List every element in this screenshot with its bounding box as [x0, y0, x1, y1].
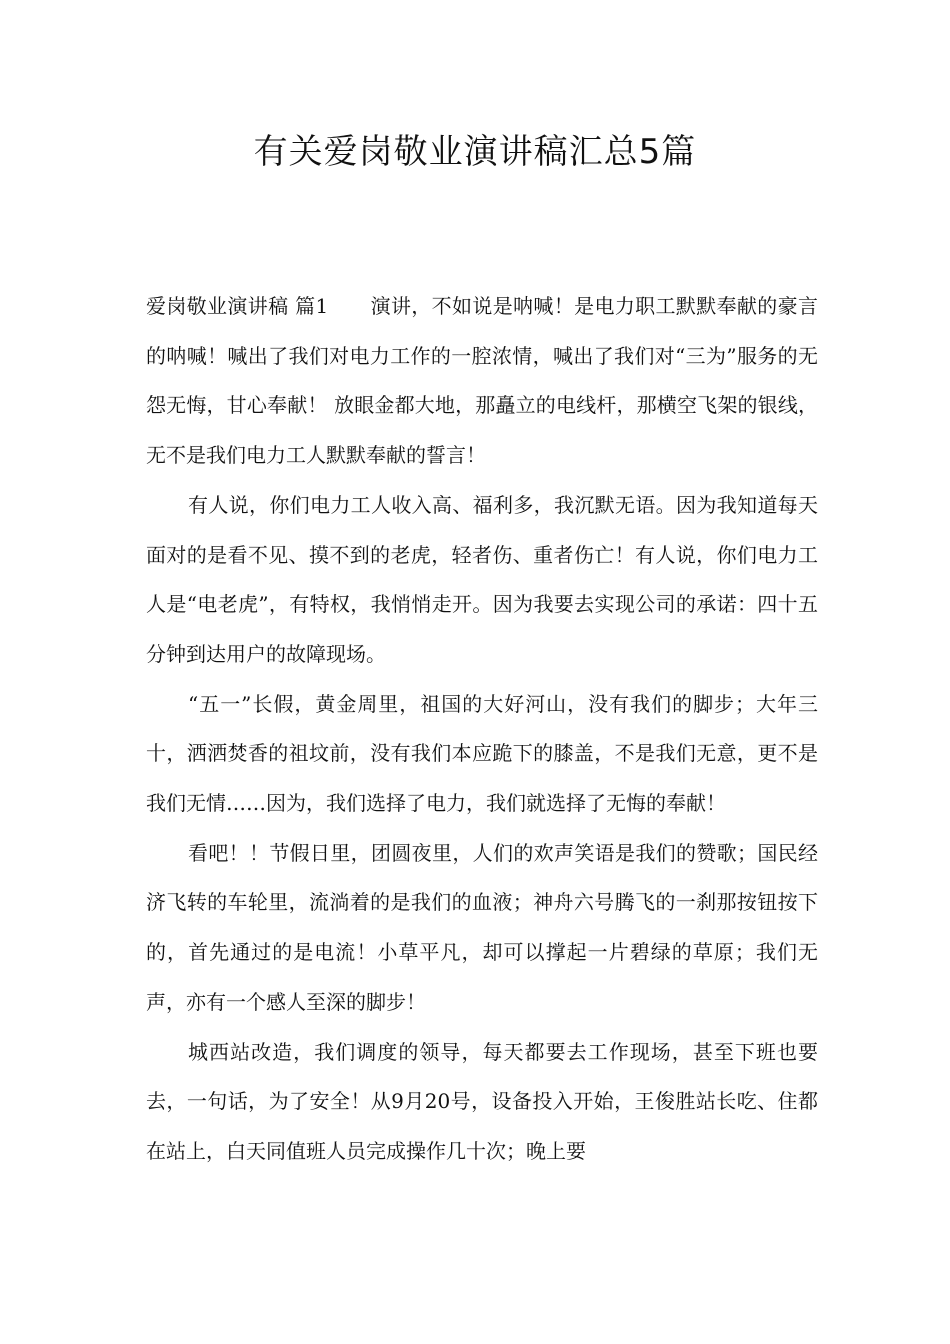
paragraph-4: 看吧！！节假日里，团圆夜里，人们的欢声笑语是我们的赞歌；国民经济飞转的车轮里，流淌着的是我们的血液；神舟六号腾飞的一刹那按钮按下的，首先通过的是电流！小草平凡，却可以撑起一片碧绿的草原；我们无声，亦有一个感人至深的脚步！ [146, 840, 818, 1014]
paragraph-5: 城西站改造，我们调度的领导，每天都要去工作现场，甚至下班也要去，一句话，为了安全！从9月20号，设备投入开始，王俊胜站长吃、住都在站上，白天同值班人员完成操作几十次；晚上要 [146, 1039, 818, 1163]
document-body [146, 282, 818, 1177]
paragraph-2: 有人说，你们电力工人收入高、福利多，我沉默无语。因为我知道每天面对的是看不见、摸不到的老虎，轻者伤、重者伤亡！有人说，你们电力工人是“电老虎”，有特权，我悄悄走开。因为我要去实现公司的承诺：四十五分钟到达用户的故障现场。 [146, 492, 818, 666]
section-heading: 爱岗敬业演讲稿 篇1 [146, 294, 329, 318]
document-title: 有关爱岗敬业演讲稿汇总5篇 [253, 132, 697, 172]
paragraph-1 [146, 282, 818, 481]
paragraph-3: “五一”长假，黄金周里，祖国的大好河山，没有我们的脚步；大年三十，洒洒焚香的祖坟前，没有我们本应跪下的膝盖，不是我们无意，更不是我们无情……因为，我们选择了电力，我们就选择了无悔的奉献！ [146, 691, 818, 816]
paragraph-1-text: 演讲，不如说是呐喊！是电力职工默默奉献的豪言的呐喊！喊出了我们对电力工作的一腔浓情，喊出了我们对“三为”服务的无怨无悔，甘心奉献！ 放眼金都大地，那矗立的电线杆，那横空飞架的银线，无不是我们电力工人默默奉献的誓言！ [146, 294, 818, 468]
